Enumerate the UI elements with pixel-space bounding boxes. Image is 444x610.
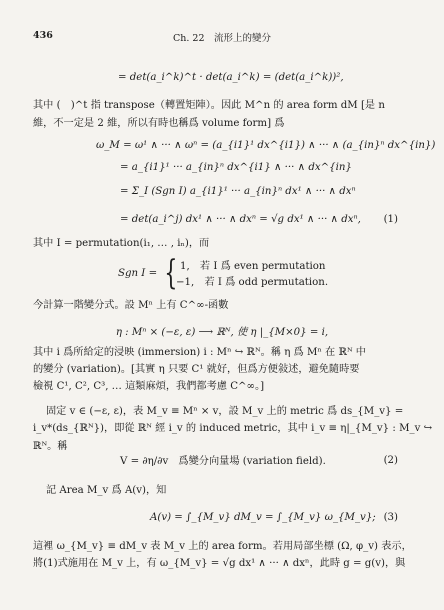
sgn-case-even: 1, 若 I 爲 even permutation bbox=[180, 261, 326, 272]
sgn-lhs: Sgn I = bbox=[118, 268, 158, 279]
omega-line-2: = a_{i1}¹ ··· a_{in}ⁿ dx^{i1} ∧ ··· ∧ dx^{in} bbox=[120, 162, 352, 173]
omega-line-3: = Σ_I (Sgn I) a_{i1}¹ ··· a_{in}ⁿ dx¹ ∧ ··· ∧ dxⁿ bbox=[120, 186, 356, 197]
paragraph-line: i_v*(ds_{ℝᴺ})，即從 ℝᴺ 經 i_v 的 induced metric，其中 i_v ≡ η|_{M_v} : M_v ↪ bbox=[33, 423, 433, 434]
omega-line-4: = det(a_i^j) dx¹ ∧ ··· ∧ dxⁿ = √g dx¹ ∧ ··· ∧ dxⁿ, bbox=[120, 214, 361, 225]
paragraph-line: 今計算一階變分式。設 Mⁿ 上有 C^∞-函數 bbox=[33, 300, 229, 311]
paragraph-line: 的變分 (variation)。[其實 η 只要 C¹ 就好，但爲方便敍述，避免隨時要 bbox=[33, 364, 360, 375]
paragraph-line: 檢視 C¹, C², C³, … 這類麻煩，我們都考慮 C^∞。] bbox=[33, 381, 265, 392]
equation-number-2: (2) bbox=[383, 455, 398, 466]
equation-area: A(v) = ∫_{M_v} dM_v = ∫_{M_v} ω_{M_v}; bbox=[150, 512, 376, 523]
paragraph-line: ℝᴺ。稱 bbox=[33, 441, 68, 452]
page-number: 436 bbox=[33, 30, 53, 41]
equation-number-3: (3) bbox=[383, 512, 398, 523]
paragraph-line: 其中 I = permutation(i₁, … , iₙ)，而 bbox=[33, 238, 210, 249]
equation-eta: η : Mⁿ × (−ε, ε) ⟶ ℝᴺ, 使 η |_{M×0} = i, bbox=[115, 327, 329, 338]
paragraph-line: 其中 ( )^t 指 transpose（轉置矩陣）。因此 M^n 的 area form dM [是 n bbox=[33, 100, 385, 111]
paragraph-line: 維，不一定是 2 維，所以有時也稱爲 volume form] 爲 bbox=[33, 118, 285, 129]
paragraph-line: 固定 v ∈ (−ε, ε)，表 M_v ≡ Mⁿ × v，設 M_v 上的 metric 爲 ds_{M_v} = bbox=[46, 406, 404, 417]
paragraph-line: 將(1)式施用在 M_v 上，有 ω_{M_v} = √g dx¹ ∧ ··· ∧ dxⁿ，此時 g = g(v)，與 bbox=[33, 558, 406, 569]
sgn-case-odd: −1, 若 I 爲 odd permutation. bbox=[176, 277, 329, 288]
paragraph-line: 記 Area M_v 爲 A(v)，知 bbox=[46, 485, 167, 496]
paragraph-line: 其中 i 爲所給定的浸映 (immersion) i : Mⁿ ↪ ℝᴺ。稱 η 爲 Mⁿ 在 ℝᴺ 中 bbox=[33, 347, 366, 358]
equation-det: = det(a_i^k)^t · det(a_i^k) = (det(a_i^k))², bbox=[118, 72, 344, 83]
equation-variation-field: V = ∂η/∂v 爲變分向量場 (variation field). bbox=[120, 456, 326, 467]
cases-brace: { bbox=[164, 253, 178, 293]
paragraph-line: 這裡 ω_{M_v} ≡ dM_v 表 M_v 上的 area form。若用局部坐標 (Ω, φ_v) 表示， bbox=[33, 541, 412, 552]
equation-number-1: (1) bbox=[383, 214, 398, 225]
omega-line-1: ω_M = ω¹ ∧ ··· ∧ ωⁿ = (a_{i1}¹ dx^{i1}) ∧ ··· ∧ (a_{in}ⁿ dx^{in}) bbox=[96, 140, 436, 151]
running-head: Ch. 22 流形上的變分 bbox=[172, 33, 271, 44]
